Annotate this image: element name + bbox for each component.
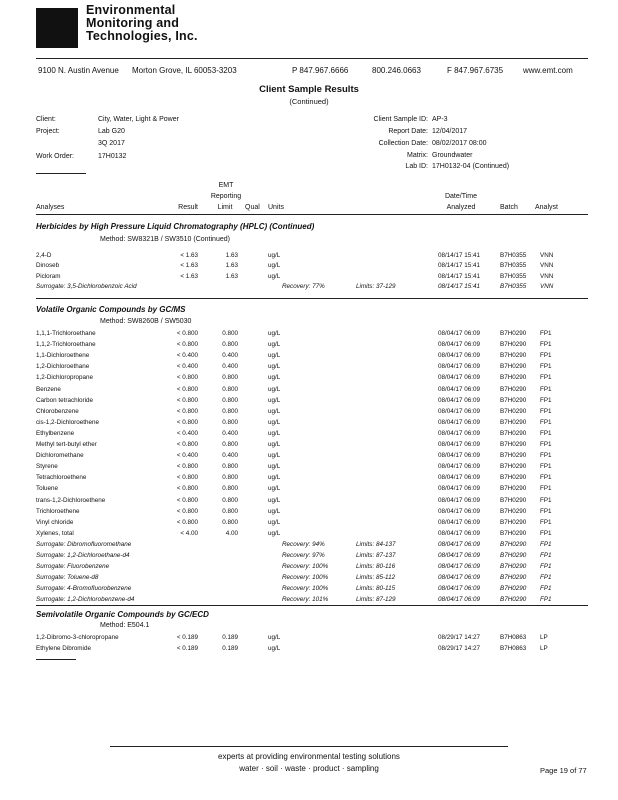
cell-analyst: FP1 xyxy=(540,385,552,393)
cell-analyzed-date: 08/04/17 06:09 xyxy=(438,474,481,482)
cell-units: ug/L xyxy=(268,407,281,415)
end-divider xyxy=(36,659,76,660)
cell-limit: 0.800 xyxy=(222,441,238,448)
cell-result: < 0.800 xyxy=(176,341,198,349)
cell-batch: B7H0290 xyxy=(500,585,527,593)
col-qual: Qual xyxy=(245,204,260,211)
cell-analyzed-date: 08/14/17 15:41 xyxy=(438,252,481,259)
cell-limit: 0.800 xyxy=(222,485,238,493)
cell-result: < 0.800 xyxy=(176,485,198,493)
cell-analyst: FP1 xyxy=(540,341,552,349)
cell-limit: 0.800 xyxy=(222,507,238,515)
cell-analyst: VNN xyxy=(540,282,554,290)
cell-batch: B7H0290 xyxy=(500,574,527,582)
cell-batch: B7H0290 xyxy=(500,507,527,515)
cell-analyzed-date: 08/04/17 06:09 xyxy=(438,585,481,593)
address-city: Morton Grove, IL 60053-3203 xyxy=(132,66,237,75)
cell-analyte: cis-1,2-Dichloroethene xyxy=(36,418,99,426)
cell-analyte: Styrene xyxy=(36,463,58,471)
cell-analyte: Trichloroethene xyxy=(36,507,80,515)
cell-analyzed-date: 08/04/17 06:09 xyxy=(438,330,481,337)
cell-batch: B7H0290 xyxy=(500,485,527,493)
section-method-voc: Method: SW8260B / SW5030 xyxy=(100,318,192,325)
cell-batch: B7H0355 xyxy=(500,252,527,259)
cell-analyst: FP1 xyxy=(540,496,552,504)
cell-analyst: FP1 xyxy=(540,529,552,537)
col-limit: Limit xyxy=(217,204,233,211)
cell-units: ug/L xyxy=(268,418,281,426)
table-row xyxy=(0,252,618,262)
surrogate-row xyxy=(0,552,618,562)
cell-batch: B7H0290 xyxy=(500,474,527,482)
cell-units: ug/L xyxy=(268,352,281,360)
cell-limit: 0.800 xyxy=(222,385,238,393)
cell-limit: 0.800 xyxy=(222,418,238,426)
cell-analyte: 1,1,2-Trichloroethane xyxy=(36,341,96,349)
col-analyses: Analyses xyxy=(36,204,65,211)
cell-analyzed-date: 08/04/17 06:09 xyxy=(438,341,481,349)
cell-analyte: Chlorobenzene xyxy=(36,407,79,415)
cell-analyte: Surrogate: 3,5-Dichlorobenzoic Acid xyxy=(36,282,137,290)
cell-batch: B7H0290 xyxy=(500,429,527,437)
cell-batch: B7H0290 xyxy=(500,463,527,471)
cell-batch: B7H0290 xyxy=(500,418,527,426)
cell-analyst: LP xyxy=(540,634,548,641)
cell-units: ug/L xyxy=(268,496,281,504)
sample-id-value: AP-3 xyxy=(432,116,448,123)
cell-analyte: 2,4-D xyxy=(36,252,52,259)
cell-analyte: Surrogate: Dibromofluoromethane xyxy=(36,540,132,548)
cell-analyst: FP1 xyxy=(540,418,552,426)
section-title-svoc: Semivolatile Organic Compounds by GC/ECD xyxy=(36,610,209,619)
cell-analyte: Toluene xyxy=(36,485,59,493)
cell-batch: B7H0355 xyxy=(500,282,527,290)
cell-analyte: Surrogate: Fluorobenzene xyxy=(36,563,110,571)
report-date-value: 12/04/2017 xyxy=(432,128,468,135)
cell-analyzed-date: 08/04/17 06:09 xyxy=(438,485,481,493)
col-result: Result xyxy=(178,204,198,211)
cell-units: ug/L xyxy=(268,385,281,393)
company-name-line2: Monitoring and xyxy=(86,16,180,30)
cell-limit: 1.63 xyxy=(225,252,238,259)
cell-recovery: Recovery: 77% xyxy=(282,282,325,290)
project-value-2: 3Q 2017 xyxy=(98,140,125,147)
client-value: City, Water, Light & Power xyxy=(98,116,179,123)
cell-units: ug/L xyxy=(268,262,281,270)
cell-analyzed-date: 08/04/17 06:09 xyxy=(438,407,481,415)
cell-analyst: FP1 xyxy=(540,374,552,382)
cell-analyst: FP1 xyxy=(540,563,552,571)
cell-batch: B7H0355 xyxy=(500,262,527,270)
cell-analyte: Xylenes, total xyxy=(36,529,74,537)
workorder-value: 17H0132 xyxy=(98,153,127,160)
table-row xyxy=(0,519,618,529)
col-units: Units xyxy=(268,204,284,211)
cell-analyzed-date: 08/29/17 14:27 xyxy=(438,644,481,652)
collection-date-label: Collection Date: xyxy=(378,140,428,147)
cell-result: < 0.400 xyxy=(176,429,198,437)
cell-analyst: FP1 xyxy=(540,540,552,548)
workorder-label: Work Order: xyxy=(36,153,74,160)
cell-result: < 0.800 xyxy=(176,407,198,415)
cell-analyzed-date: 08/29/17 14:27 xyxy=(438,634,481,641)
client-label: Client: xyxy=(36,116,56,123)
cell-batch: B7H0290 xyxy=(500,596,527,604)
table-row xyxy=(0,485,618,495)
cell-analyzed-date: 08/04/17 06:09 xyxy=(438,496,481,504)
cell-analyte: Surrogate: 4-Bromofluorobenzene xyxy=(36,585,132,593)
cell-analyte: trans-1,2-Dichloroethene xyxy=(36,496,106,504)
cell-result: < 0.800 xyxy=(176,396,198,404)
cell-limits: Limits: 80-116 xyxy=(356,563,396,571)
cell-recovery: Recovery: 100% xyxy=(282,585,329,593)
table-row xyxy=(0,330,618,340)
cell-units: ug/L xyxy=(268,363,281,371)
cell-analyst: FP1 xyxy=(540,552,552,559)
cell-limits: Limits: 85-112 xyxy=(356,574,396,582)
matrix-label: Matrix: xyxy=(407,152,428,159)
company-name-line3: Technologies, Inc. xyxy=(86,29,198,43)
table-row xyxy=(0,508,618,518)
cell-limits: Limits: 80-115 xyxy=(356,585,396,593)
cell-units: ug/L xyxy=(268,441,281,448)
cell-units: ug/L xyxy=(268,463,281,471)
cell-analyst: FP1 xyxy=(540,407,552,415)
cell-result: < 0.189 xyxy=(176,634,198,641)
cell-analyzed-date: 08/14/17 15:41 xyxy=(438,282,481,290)
col-datetime: Date/Time xyxy=(444,193,478,200)
cell-limit: 4.00 xyxy=(225,529,238,537)
table-row xyxy=(0,397,618,407)
cell-units: ug/L xyxy=(268,374,281,382)
cell-analyzed-date: 08/04/17 06:09 xyxy=(438,452,481,460)
cell-analyst: VNN xyxy=(540,262,554,270)
table-row xyxy=(0,419,618,429)
company-name-line1: Environmental xyxy=(86,3,176,17)
cell-limit: 0.400 xyxy=(222,452,238,460)
cell-units: ug/L xyxy=(268,396,281,404)
cell-batch: B7H0863 xyxy=(500,634,527,641)
matrix-value: Groundwater xyxy=(432,152,473,159)
cell-limits: Limits: 87-137 xyxy=(356,552,396,559)
table-row xyxy=(0,530,618,540)
cell-units: ug/L xyxy=(268,252,281,259)
cell-analyte: Dinoseb xyxy=(36,262,60,270)
col-analyst: Analyst xyxy=(535,204,558,211)
company-logo xyxy=(36,8,78,48)
page-subtitle: (Continued) xyxy=(289,97,329,106)
cell-analyzed-date: 08/14/17 15:41 xyxy=(438,272,481,280)
cell-analyst: FP1 xyxy=(540,507,552,515)
cell-analyst: FP1 xyxy=(540,574,552,582)
cell-analyzed-date: 08/04/17 06:09 xyxy=(438,563,481,571)
table-row xyxy=(0,430,618,440)
table-row xyxy=(0,463,618,473)
table-row xyxy=(0,634,618,644)
cell-batch: B7H0290 xyxy=(500,529,527,537)
cell-limit: 0.800 xyxy=(222,341,238,349)
lab-id-label: Lab ID: xyxy=(405,163,428,170)
table-row xyxy=(0,352,618,362)
cell-batch: B7H0290 xyxy=(500,374,527,382)
table-row xyxy=(0,363,618,373)
cell-result: < 0.800 xyxy=(176,374,198,382)
section-method-herbicides: Method: SW8321B / SW3510 (Continued) xyxy=(100,236,230,243)
cell-analyte: Dichloromethane xyxy=(36,452,84,460)
cell-result: < 0.800 xyxy=(176,496,198,504)
page-number: Page 19 of 77 xyxy=(540,766,587,775)
cell-limit: 1.63 xyxy=(225,272,238,280)
address-street: 9100 N. Austin Avenue xyxy=(38,66,119,75)
footer-divider xyxy=(110,746,508,747)
cell-analyte: 1,2-Dibromo-3-chloropropane xyxy=(36,634,119,641)
cell-analyzed-date: 08/04/17 06:09 xyxy=(438,507,481,515)
cell-limit: 0.800 xyxy=(222,518,238,526)
cell-batch: B7H0290 xyxy=(500,563,527,571)
cell-analyte: Carbon tetrachloride xyxy=(36,396,94,404)
company-name xyxy=(86,4,198,43)
table-row xyxy=(0,497,618,507)
cell-recovery: Recovery: 94% xyxy=(282,540,325,548)
project-value-1: Lab G20 xyxy=(98,128,125,135)
col-analyzed: Analyzed xyxy=(446,204,476,211)
section-divider-1 xyxy=(36,298,588,299)
address-phone: P 847.967.6666 xyxy=(292,66,349,75)
cell-result: < 0.800 xyxy=(176,330,198,337)
cell-units: ug/L xyxy=(268,507,281,515)
cell-analyst: FP1 xyxy=(540,352,552,360)
cell-batch: B7H0290 xyxy=(500,452,527,460)
cell-limit: 0.800 xyxy=(222,330,238,337)
col-batch: Batch xyxy=(500,204,518,211)
cell-analyzed-date: 08/04/17 06:09 xyxy=(438,385,481,393)
cell-result: < 0.800 xyxy=(176,463,198,471)
cell-analyte: Tetrachloroethene xyxy=(36,474,87,482)
table-row xyxy=(0,341,618,351)
address-fax: F 847.967.6735 xyxy=(447,66,504,75)
cell-result: < 0.800 xyxy=(176,385,198,393)
cell-limit: 0.800 xyxy=(222,463,238,471)
cell-units: ug/L xyxy=(268,341,281,349)
cell-result: < 4.00 xyxy=(180,529,198,537)
info-divider xyxy=(36,173,86,174)
section-title-herbicides: Herbicides by High Pressure Liquid Chromatography (HPLC) (Continued) xyxy=(36,222,315,231)
cell-analyzed-date: 08/04/17 06:09 xyxy=(438,463,481,471)
cell-analyst: FP1 xyxy=(540,452,552,460)
surrogate-row xyxy=(0,585,618,595)
cell-analyte: Ethylbenzene xyxy=(36,429,75,437)
cell-result: < 0.400 xyxy=(176,452,198,460)
cell-batch: B7H0290 xyxy=(500,518,527,526)
cell-analyte: 1,1,1-Trichloroethane xyxy=(36,330,96,337)
cell-analyzed-date: 08/04/17 06:09 xyxy=(438,552,481,559)
footer-services: water · soil · waste · product · sampling xyxy=(239,764,379,773)
cell-analyst: FP1 xyxy=(540,485,552,493)
cell-limit: 0.189 xyxy=(222,644,238,652)
cell-analyte: Ethylene Dibromide xyxy=(36,644,91,652)
address-toll-free: 800.246.0663 xyxy=(372,66,421,75)
table-row xyxy=(0,262,618,272)
cell-recovery: Recovery: 100% xyxy=(282,563,329,571)
cell-units: ug/L xyxy=(268,474,281,482)
collection-date-value: 08/02/2017 08:00 xyxy=(432,140,487,147)
cell-result: < 1.63 xyxy=(180,272,198,280)
cell-analyst: FP1 xyxy=(540,463,552,471)
col-emt: EMT xyxy=(218,182,234,189)
cell-result: < 0.800 xyxy=(176,518,198,526)
cell-batch: B7H0290 xyxy=(500,352,527,360)
section-divider-2 xyxy=(36,605,588,606)
cell-units: ug/L xyxy=(268,429,281,437)
cell-batch: B7H0290 xyxy=(500,540,527,548)
cell-analyst: FP1 xyxy=(540,441,552,448)
surrogate-row xyxy=(0,283,618,293)
cell-analyzed-date: 08/04/17 06:09 xyxy=(438,518,481,526)
cell-analyte: Methyl tert-butyl ether xyxy=(36,441,97,448)
cell-analyte: Benzene xyxy=(36,385,61,393)
cell-batch: B7H0290 xyxy=(500,441,527,448)
footer-tagline: experts at providing environmental testing solutions xyxy=(218,752,400,761)
cell-units: ug/L xyxy=(268,272,281,280)
cell-result: < 0.400 xyxy=(176,363,198,371)
cell-limit: 0.800 xyxy=(222,474,238,482)
surrogate-row xyxy=(0,563,618,573)
surrogate-row xyxy=(0,541,618,551)
cell-limit: 0.400 xyxy=(222,352,238,360)
cell-analyst: FP1 xyxy=(540,330,552,337)
header-row-divider xyxy=(36,214,588,215)
cell-result: < 0.800 xyxy=(176,441,198,448)
cell-batch: B7H0290 xyxy=(500,396,527,404)
section-method-svoc: Method: E504.1 xyxy=(100,622,150,629)
cell-batch: B7H0355 xyxy=(500,272,527,280)
cell-limits: Limits: 37-129 xyxy=(356,282,396,290)
col-reporting: Reporting xyxy=(210,193,242,200)
cell-limits: Limits: 87-129 xyxy=(356,596,396,604)
cell-analyzed-date: 08/04/17 06:09 xyxy=(438,429,481,437)
cell-batch: B7H0290 xyxy=(500,552,527,559)
cell-batch: B7H0290 xyxy=(500,341,527,349)
cell-result: < 0.800 xyxy=(176,474,198,482)
cell-limit: 0.400 xyxy=(222,429,238,437)
cell-analyte: Surrogate: Toluene-d8 xyxy=(36,574,99,582)
table-row xyxy=(0,273,618,283)
cell-analyzed-date: 08/04/17 06:09 xyxy=(438,363,481,371)
cell-analyte: 1,2-Dichloropropane xyxy=(36,374,94,382)
cell-analyst: FP1 xyxy=(540,474,552,482)
address-website: www.emt.com xyxy=(523,66,573,75)
sample-id-label: Client Sample ID: xyxy=(373,116,428,123)
table-row xyxy=(0,408,618,418)
cell-analyst: FP1 xyxy=(540,363,552,371)
cell-units: ug/L xyxy=(268,634,281,641)
cell-recovery: Recovery: 100% xyxy=(282,574,329,582)
table-row xyxy=(0,645,618,655)
cell-units: ug/L xyxy=(268,485,281,493)
page-title: Client Sample Results xyxy=(259,84,359,95)
cell-recovery: Recovery: 97% xyxy=(282,552,325,559)
cell-limit: 0.800 xyxy=(222,407,238,415)
cell-limit: 0.800 xyxy=(222,374,238,382)
cell-analyst: LP xyxy=(540,644,548,652)
table-row xyxy=(0,474,618,484)
cell-analyzed-date: 08/04/17 06:09 xyxy=(438,352,481,360)
cell-batch: B7H0290 xyxy=(500,407,527,415)
cell-batch: B7H0290 xyxy=(500,330,527,337)
cell-analyzed-date: 08/04/17 06:09 xyxy=(438,529,481,537)
cell-result: < 0.800 xyxy=(176,418,198,426)
header-divider xyxy=(36,58,588,59)
cell-analyte: Surrogate: 1,2-Dichloroethane-d4 xyxy=(36,552,130,559)
cell-analyst: FP1 xyxy=(540,396,552,404)
cell-analyzed-date: 08/04/17 06:09 xyxy=(438,540,481,548)
cell-result: < 0.400 xyxy=(176,352,198,360)
cell-analyzed-date: 08/04/17 06:09 xyxy=(438,396,481,404)
cell-analyzed-date: 08/14/17 15:41 xyxy=(438,262,481,270)
cell-batch: B7H0290 xyxy=(500,496,527,504)
cell-analyst: FP1 xyxy=(540,518,552,526)
cell-limit: 0.400 xyxy=(222,363,238,371)
cell-analyte: 1,2-Dichloroethane xyxy=(36,363,90,371)
cell-units: ug/L xyxy=(268,644,281,652)
project-label: Project: xyxy=(36,128,60,135)
cell-analyzed-date: 08/04/17 06:09 xyxy=(438,596,481,604)
cell-analyte: Surrogate: 1,2-Dichlorobenzene-d4 xyxy=(36,596,135,604)
cell-limit: 0.800 xyxy=(222,396,238,404)
cell-analyte: Picloram xyxy=(36,272,61,280)
report-date-label: Report Date: xyxy=(388,128,428,135)
cell-analyte: Vinyl chloride xyxy=(36,518,74,526)
cell-units: ug/L xyxy=(268,529,281,537)
cell-batch: B7H0290 xyxy=(500,363,527,371)
table-row xyxy=(0,374,618,384)
cell-analyst: FP1 xyxy=(540,585,552,593)
cell-batch: B7H0863 xyxy=(500,644,527,652)
cell-analyst: VNN xyxy=(540,272,554,280)
table-row xyxy=(0,386,618,396)
cell-result: < 0.189 xyxy=(176,644,198,652)
cell-analyzed-date: 08/04/17 06:09 xyxy=(438,374,481,382)
cell-analyst: VNN xyxy=(540,252,554,259)
surrogate-row xyxy=(0,574,618,584)
cell-analyzed-date: 08/04/17 06:09 xyxy=(438,418,481,426)
cell-analyzed-date: 08/04/17 06:09 xyxy=(438,441,481,448)
table-row xyxy=(0,452,618,462)
cell-units: ug/L xyxy=(268,330,281,337)
cell-units: ug/L xyxy=(268,452,281,460)
section-title-voc: Volatile Organic Compounds by GC/MS xyxy=(36,305,186,314)
cell-result: < 1.63 xyxy=(180,252,198,259)
lab-id-value: 17H0132-04 (Continued) xyxy=(432,163,510,170)
cell-analyst: FP1 xyxy=(540,596,552,604)
cell-limit: 0.800 xyxy=(222,496,238,504)
cell-analyte: 1,1-Dichloroethene xyxy=(36,352,90,360)
table-row xyxy=(0,441,618,451)
cell-analyzed-date: 08/04/17 06:09 xyxy=(438,574,481,582)
cell-limit: 1.63 xyxy=(225,262,238,270)
cell-result: < 1.63 xyxy=(180,262,198,270)
cell-recovery: Recovery: 101% xyxy=(282,596,329,604)
cell-result: < 0.800 xyxy=(176,507,198,515)
cell-limit: 0.189 xyxy=(222,634,238,641)
cell-units: ug/L xyxy=(268,518,281,526)
cell-limits: Limits: 84-137 xyxy=(356,540,396,548)
cell-batch: B7H0290 xyxy=(500,385,527,393)
cell-analyst: FP1 xyxy=(540,429,552,437)
